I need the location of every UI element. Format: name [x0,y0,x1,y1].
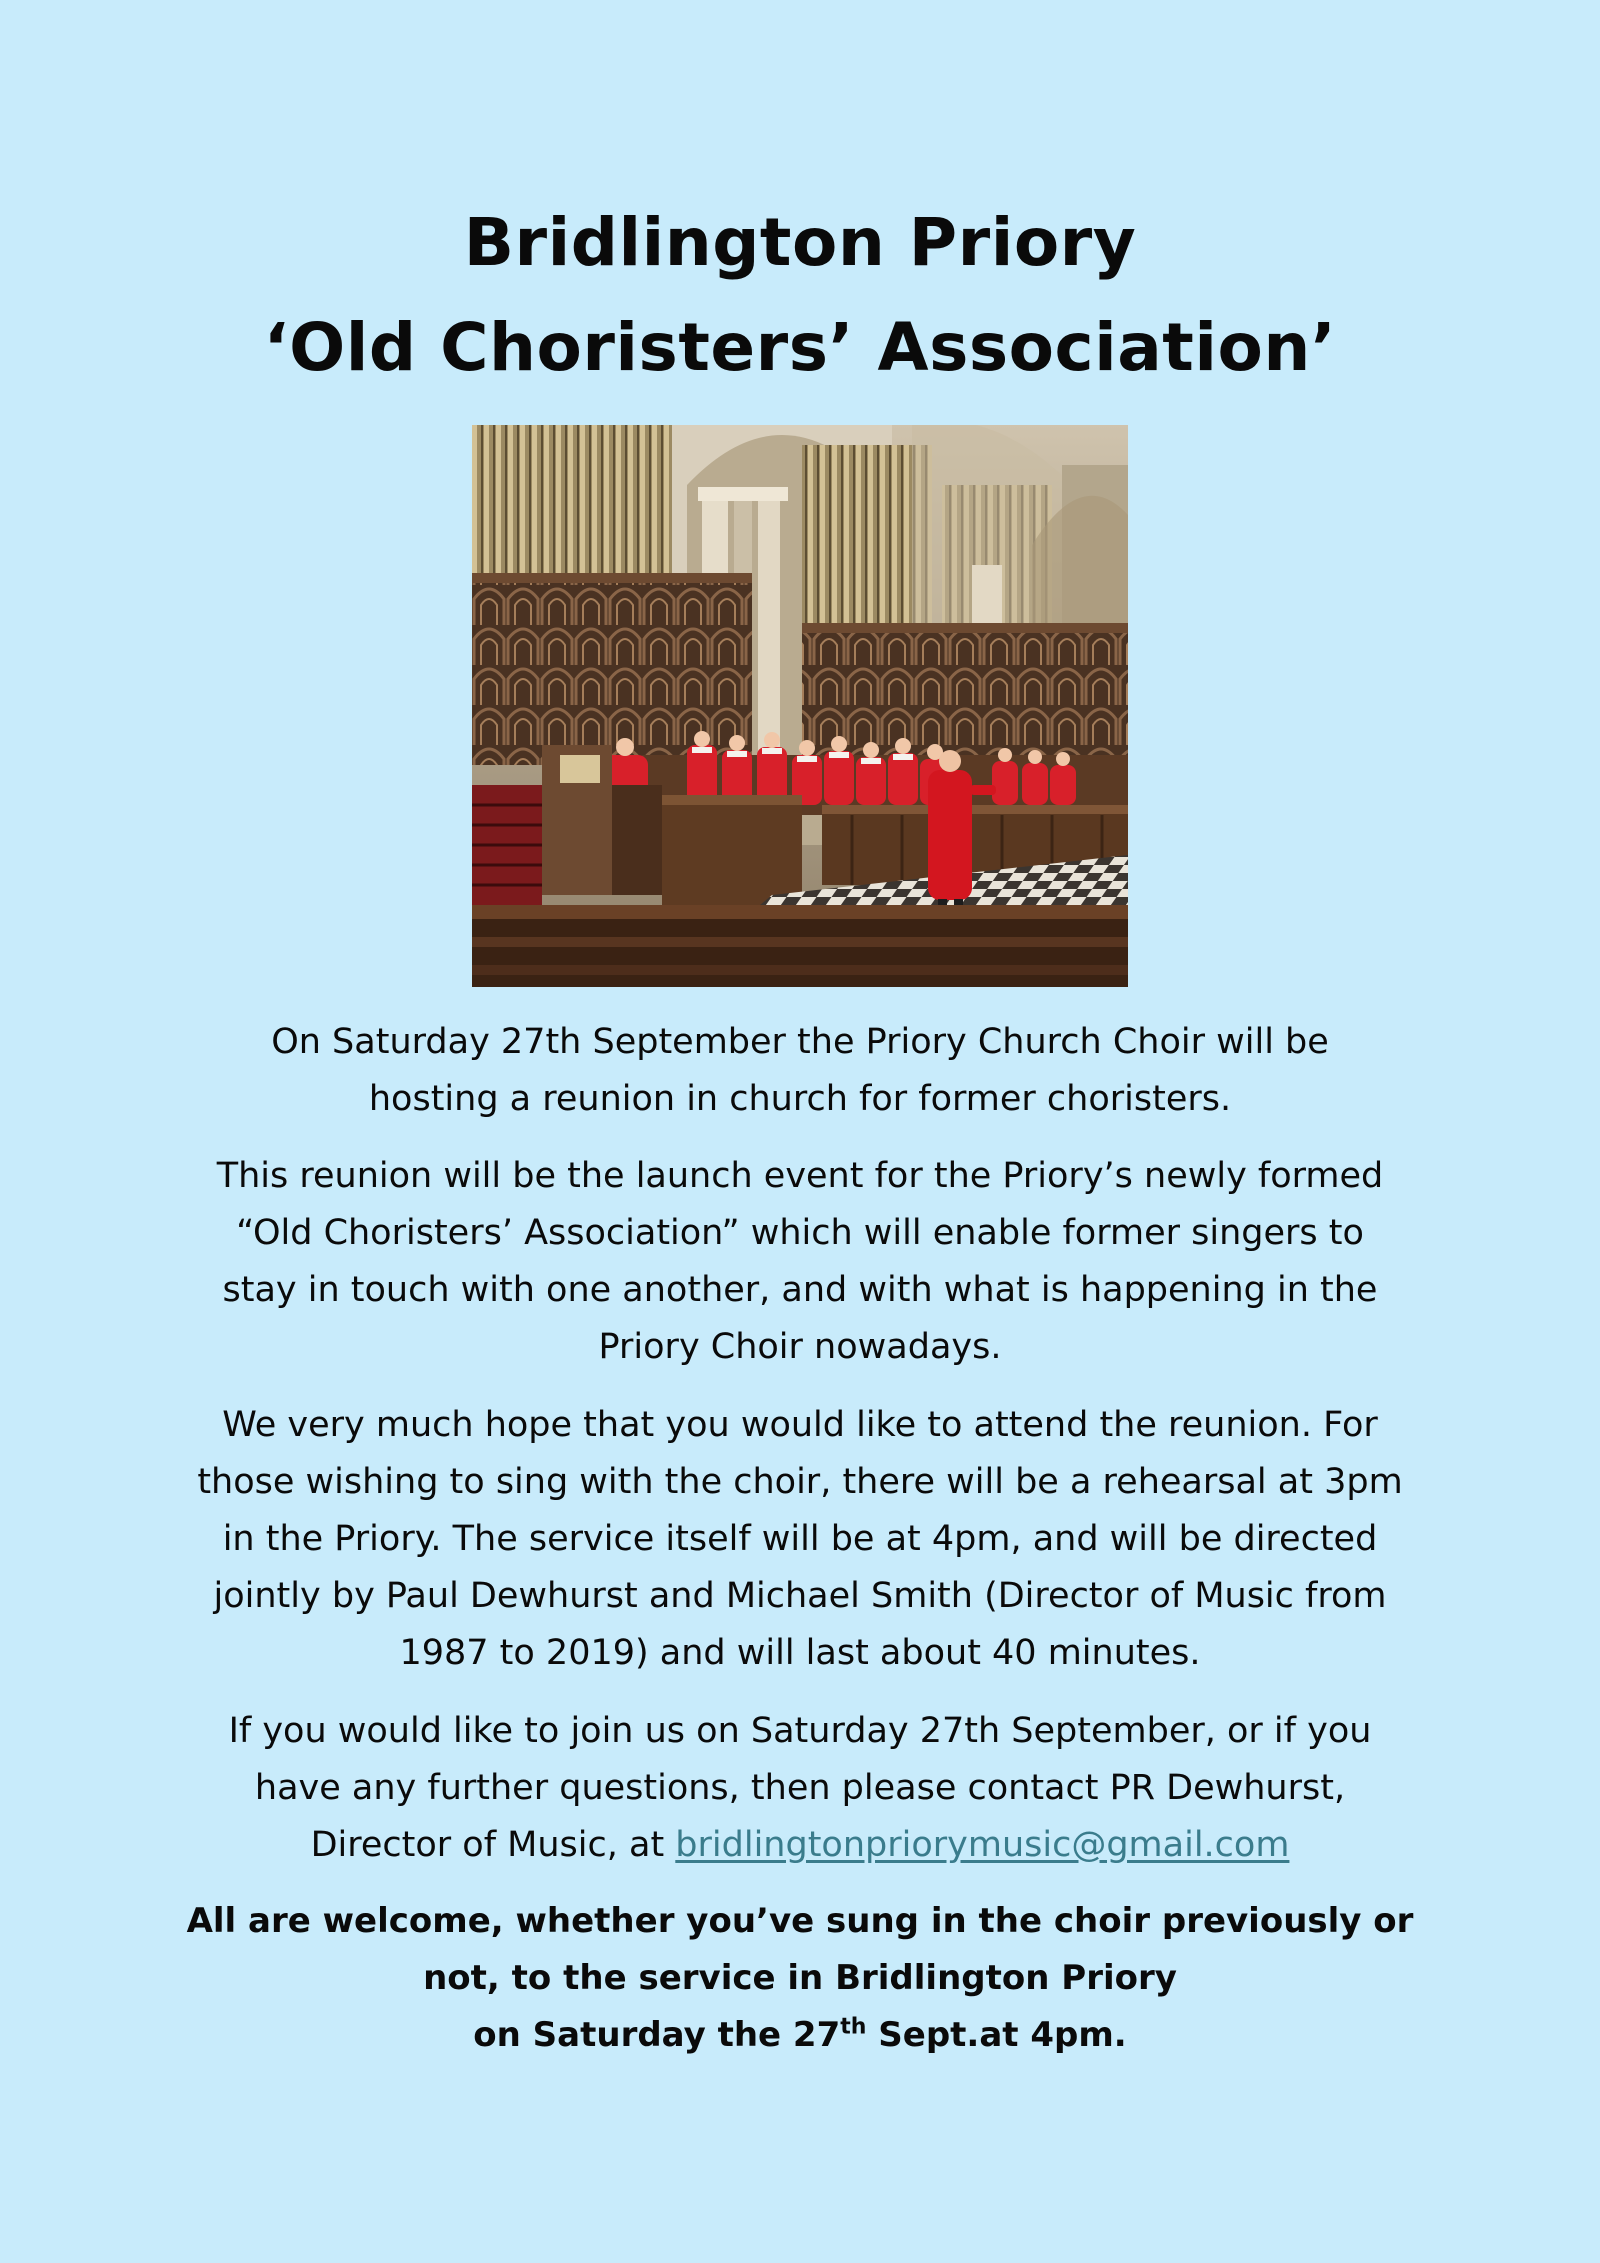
p2-line-2: “Old Choristers’ Association” which will enable former singers to [236,1213,1364,1253]
p5-ordinal-suffix: th [840,2014,867,2040]
contact-email-link[interactable]: bridlingtonpriorymusic@gmail.com [675,1825,1290,1865]
choir-photo [472,425,1128,987]
p5-line-3-a: on Saturday the 27 [473,2015,841,2055]
p4-line-3-prefix: Director of Music, at [310,1825,676,1865]
paragraph-rehearsal-details [150,1397,1450,1682]
paragraph-contact [150,1703,1450,1874]
p2-line-1: This reunion will be the launch event for the Priory’s newly formed [216,1156,1384,1196]
p3-line-4: jointly by Paul Dewhurst and Michael Smith (Director of Music from [213,1576,1387,1616]
p2-line-3: stay in touch with one another, and with what is happening in the [222,1270,1378,1310]
p5-line-3-b: Sept.at 4pm. [866,2015,1127,2055]
p3-line-5: 1987 to 2019) and will last about 40 minutes. [399,1633,1201,1673]
paragraph-reunion-announcement [150,1014,1450,1128]
p3-line-1: We very much hope that you would like to attend the reunion. For [222,1405,1378,1445]
paragraph-all-welcome [150,1893,1450,2064]
p1-line-1: On Saturday 27th September the Priory Church Choir will be [271,1022,1329,1062]
p5-line-1: All are welcome, whether you’ve sung in the choir previously or [186,1901,1414,1941]
title-line-2: ‘Old Choristers’ Association’ [263,309,1337,386]
p4-line-1: If you would like to join us on Saturday 27th September, or if you [228,1711,1372,1751]
p4-line-2: have any further questions, then please contact PR Dewhurst, [254,1768,1346,1808]
p2-line-4: Priory Choir nowadays. [598,1327,1002,1367]
p3-line-2: those wishing to sing with the choir, there will be a rehearsal at 3pm [197,1462,1403,1502]
title-line-1: Bridlington Priory [463,204,1137,281]
paragraph-association-launch [150,1148,1450,1376]
p5-line-2: not, to the service in Bridlington Priory [423,1958,1177,1998]
p1-line-2: hosting a reunion in church for former choristers. [368,1079,1232,1119]
p3-line-3: in the Priory. The service itself will be at 4pm, and will be directed [222,1519,1378,1559]
